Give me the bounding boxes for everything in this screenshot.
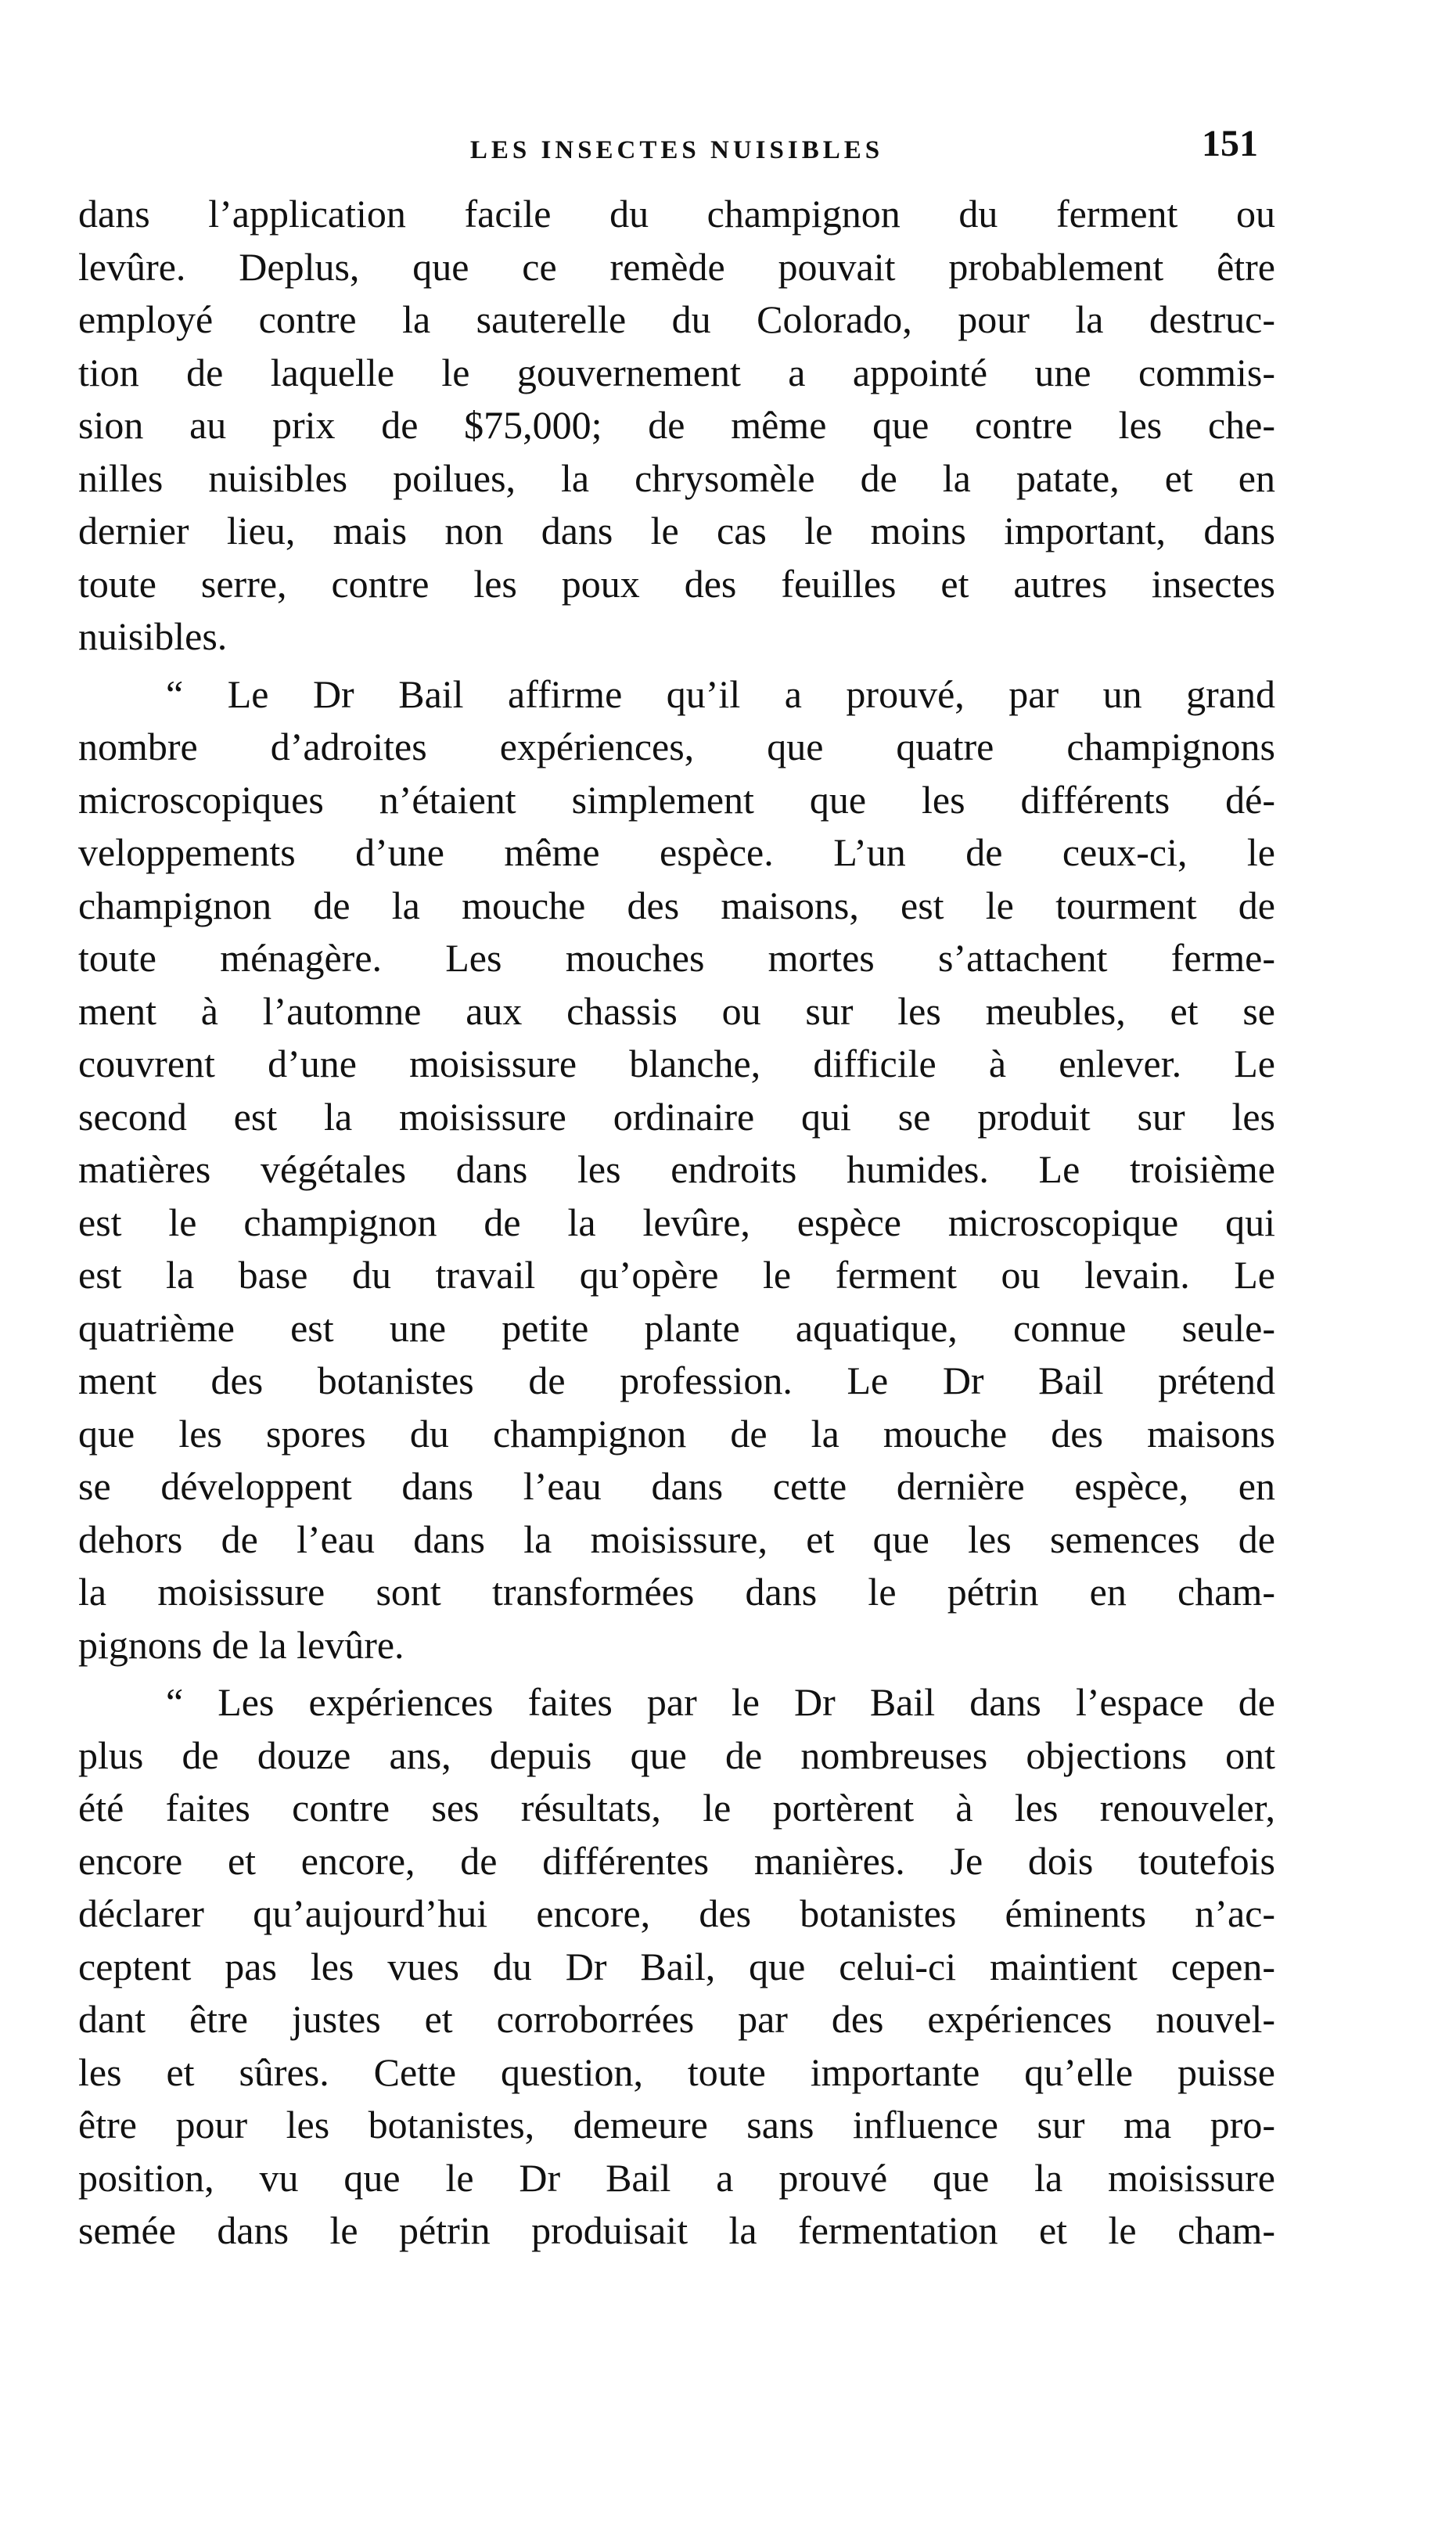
text-line: second est la moisissure ordinaire qui se produit sur les xyxy=(78,1094,1275,1139)
text-line: sion au prix de $75,000; de même que contre les che- xyxy=(78,403,1275,447)
text-line: ceptent pas les vues du Dr Bail, que celui-ci maintient cepen- xyxy=(78,1944,1275,1988)
running-header xyxy=(78,117,1275,180)
text-line: se développent dans l’eau dans cette dernière espèce, en xyxy=(78,1464,1275,1508)
text-line: est la base du travail qu’opère le ferment ou levain. Le xyxy=(78,1253,1275,1297)
text-line: dehors de l’eau dans la moisissure, et que les semences de xyxy=(78,1517,1275,1561)
text-line: microscopiques n’étaient simplement que les différents dé- xyxy=(78,777,1275,822)
text-line: employé contre la sauterelle du Colorado, pour la destruc- xyxy=(78,297,1275,341)
text-line: dernier lieu, mais non dans le cas le moins important, dans xyxy=(78,509,1275,552)
text-line: tion de laquelle le gouvernement a appointé une commis- xyxy=(78,350,1275,394)
text-line: nilles nuisibles poilues, la chrysomèle de la patate, et en xyxy=(78,455,1275,500)
text-line: les et sûres. Cette question, toute importante qu’elle puisse xyxy=(78,2049,1275,2094)
text-line: dant être justes et corroborrées par des expériences nouvel- xyxy=(78,1997,1275,2041)
page-number: 151 xyxy=(1202,123,1258,164)
text-line: toute ménagère. Les mouches mortes s’attachent ferme- xyxy=(78,936,1275,980)
running-title: LES INSECTES NUISIBLES xyxy=(469,136,884,164)
paragraph-1 xyxy=(78,188,1275,664)
text-line: couvrent d’une moisissure blanche, difficile à enlever. Le xyxy=(78,1042,1275,1085)
text-line: la moisissure sont transformées dans le pétrin en cham- xyxy=(78,1570,1275,1614)
text-line: semée dans le pétrin produisait la fermentation et le cham- xyxy=(78,2208,1275,2252)
text-line: position, vu que le Dr Bail a prouvé que la moisissure xyxy=(78,2155,1275,2200)
text-line: “ Le Dr Bail affirme qu’il a prouvé, par un grand xyxy=(166,671,1275,716)
text-line: ment des botanistes de profession. Le Dr Bail prétend xyxy=(78,1358,1275,1402)
text-line: encore et encore, de différentes manières. Je dois toutefois xyxy=(78,1838,1275,1883)
text-line: nombre d’adroites expériences, que quatre champignons xyxy=(78,725,1275,768)
text-line: matières végétales dans les endroits humides. Le troisième xyxy=(78,1147,1275,1191)
text-line: veloppements d’une même espèce. L’un de ceux-ci, le xyxy=(78,830,1275,874)
text-line: champignon de la mouche des maisons, est le tourment de xyxy=(78,883,1275,927)
text-line: toute serre, contre les poux des feuilles et autres insectes xyxy=(78,561,1275,606)
text-line: été faites contre ses résultats, le portèrent à les renouveler, xyxy=(78,1786,1275,1830)
text-line: que les spores du champignon de la mouche des maisons xyxy=(78,1411,1275,1456)
text-line: nuisibles. xyxy=(78,614,228,658)
book-page xyxy=(78,117,1275,2258)
paragraph-2 xyxy=(78,668,1275,1672)
text-line: levûre. Deplus, que ce remède pouvait probablement être xyxy=(78,244,1275,289)
text-line: est le champignon de la levûre, espèce microscopique qui xyxy=(78,1200,1275,1244)
paragraph-3 xyxy=(78,1676,1275,2258)
text-line: plus de douze ans, depuis que de nombreuses objections ont xyxy=(78,1733,1275,1777)
text-line: “ Les expériences faites par le Dr Bail dans l’espace de xyxy=(166,1680,1275,1724)
text-line: déclarer qu’aujourd’hui encore, des botanistes éminents n’ac- xyxy=(78,1891,1275,1935)
text-line: ment à l’automne aux chassis ou sur les meubles, et se xyxy=(78,988,1275,1033)
text-line: être pour les botanistes, demeure sans influence sur ma pro- xyxy=(78,2103,1275,2147)
text-line: pignons de la levûre. xyxy=(78,1622,404,1667)
text-line: quatrième est une petite plante aquatique, connue seule- xyxy=(78,1305,1275,1350)
text-line: dans l’application facile du champignon du ferment ou xyxy=(78,192,1275,236)
